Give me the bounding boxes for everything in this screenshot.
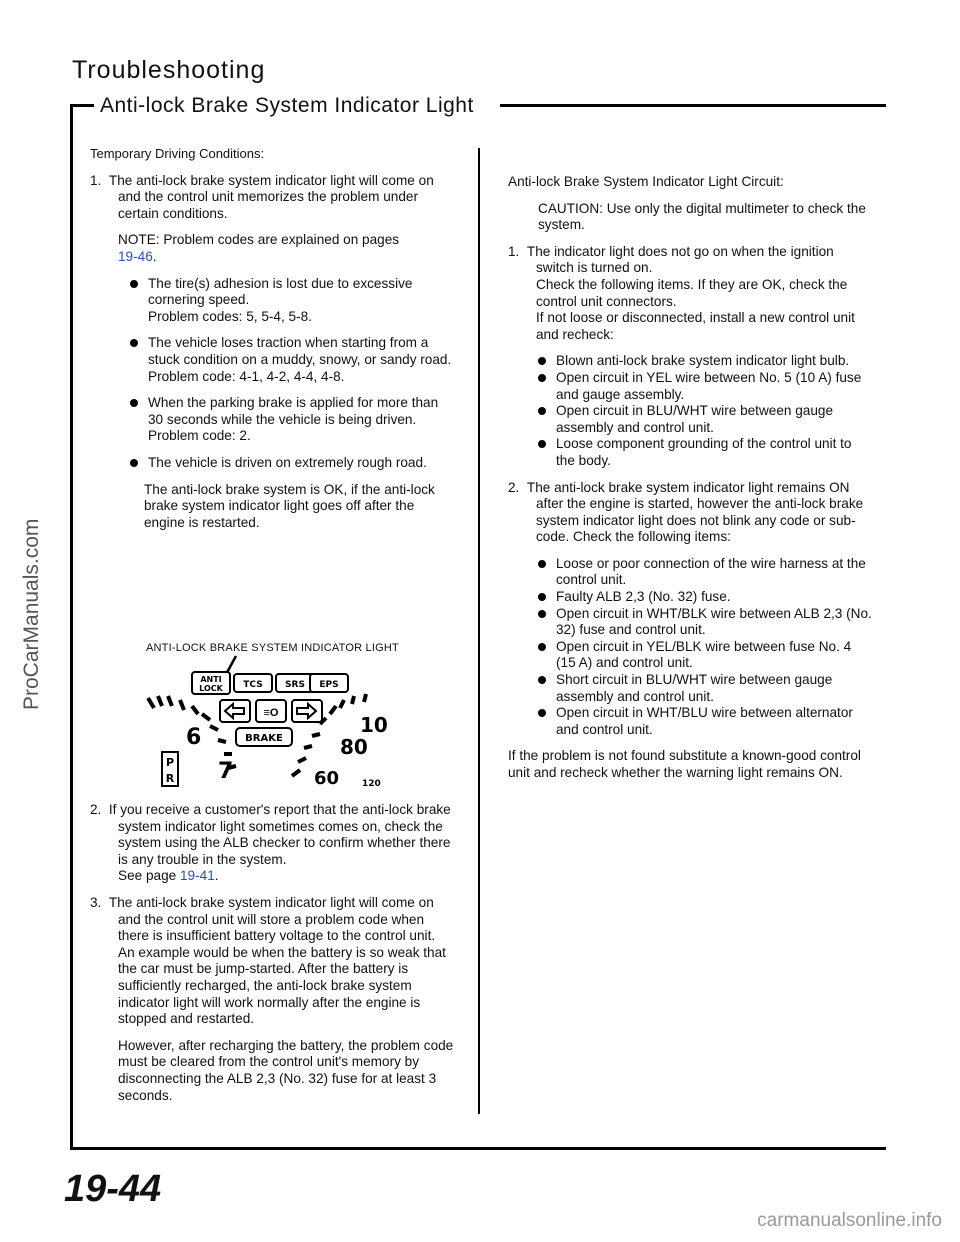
gauge-numbers: [186, 713, 388, 789]
subtitle-right-rule: [500, 104, 886, 107]
bullet-text: Short circuit in BLU/WHT wire between gauge assembly and control unit.: [556, 672, 833, 704]
figure-caption: ANTI-LOCK BRAKE SYSTEM INDICATOR LIGHT: [146, 642, 399, 654]
bullet-item: [508, 353, 872, 370]
page-title: Troubleshooting: [72, 56, 266, 84]
bullet-item: [508, 606, 872, 639]
bullet-text: Loose or poor connection of the wire harness at the control unit.: [556, 555, 866, 588]
right-item-1-b: Check the following items. If they are OK, check the control unit connectors.: [536, 276, 848, 309]
see-page-link[interactable]: 19-41: [180, 868, 215, 884]
left-item-3: 3. The anti-lock brake system indicator light will come on and the control unit will store a problem code when there is insufficient battery voltage to the control unit. An example would be when the battery is so weak that the car must be jump-started. After the battery is sufficiently recharged, the anti-lock brake system indicator light will work normally after the engine is stopped and restarted.: [90, 894, 446, 1027]
num-120: 120: [362, 779, 381, 789]
bullet-item: [90, 455, 454, 472]
bullet-dot-icon: [538, 676, 546, 684]
bullet-dot-icon: [538, 440, 546, 448]
subtitle-left-rule: [72, 104, 94, 107]
bullet-dot-icon: [538, 357, 546, 365]
left-frame-rule: [70, 104, 73, 1150]
bullet-text: Open circuit in BLU/WHT wire between gauge assembly and control unit.: [556, 403, 834, 435]
page-number: 19-44: [64, 1168, 162, 1210]
brake-lamp: BRAKE: [245, 733, 283, 744]
page-subtitle: Anti-lock Brake System Indicator Light: [100, 94, 474, 117]
bullet-dot-icon: [130, 399, 138, 407]
bullet-text: Loose component grounding of the control unit to the body.: [556, 436, 852, 468]
bullet-item: [90, 276, 454, 326]
center-lamp-text: ≡O: [263, 707, 279, 719]
left-heading: Temporary Driving Conditions:: [90, 146, 265, 161]
num-7: 7: [218, 759, 234, 784]
bullet-text: Open circuit in YEL/BLK wire between fuse No. 4 (15 A) and control unit.: [556, 638, 852, 671]
note-text: NOTE: Problem codes are explained on pages: [118, 232, 400, 248]
lamp-row: [192, 672, 348, 694]
bullet-dot-icon: [538, 593, 546, 601]
bullet-dot-icon: [538, 643, 546, 651]
note-paragraph: NOTE: Problem codes are explained on pages 19-46.: [118, 232, 400, 264]
bullet-code: Problem code: 4-1, 4-2, 4-4, 4-8.: [148, 368, 345, 384]
bullet-item: [508, 403, 872, 436]
right-item-1-c: If not loose or disconnected, install a new control unit and recheck:: [536, 310, 855, 342]
column-divider: [478, 148, 480, 1114]
left-item-2: 2. If you receive a customer's report that the anti-lock brake system indicator light sometimes comes on, check the system using the ALB checker to confirm whether there is any trouble in the system.: [90, 802, 451, 867]
gear-p: P: [165, 756, 175, 769]
num-60: 60: [314, 768, 340, 789]
bullet-dot-icon: [538, 560, 546, 568]
bullet-dot-icon: [538, 374, 546, 382]
bullet-code: Problem codes: 5, 5-4, 5-8.: [148, 308, 312, 324]
lamp-eps: EPS: [319, 680, 339, 690]
bullet-text: The vehicle loses traction when starting from a stuck condition on a muddy, snowy, or sandy road.: [148, 335, 452, 367]
bullet-item: [508, 556, 872, 589]
lamp-lock: LOCK: [199, 684, 223, 693]
bullet-item: [508, 589, 872, 606]
bullet-text: Open circuit in YEL wire between No. 5 (10 A) fuse and gauge assembly.: [556, 369, 862, 402]
footer-watermark: carmanualsonline.info: [757, 1210, 942, 1231]
final-paragraph: If the problem is not found substitute a known-good control unit and recheck whether the warning light remains ON.: [508, 748, 861, 780]
bullet-dot-icon: [130, 280, 138, 288]
bullet-text: Open circuit in WHT/BLU wire between alternator and control unit.: [556, 705, 853, 737]
bullet-text: Faulty ALB 2,3 (No. 32) fuse.: [556, 589, 731, 605]
left-item-3-b: However, after recharging the battery, the problem code must be cleared from the control unit's memory by disconnecting the ALB 2,3 (No. 32) fuse for at least 3 seconds.: [118, 1037, 454, 1103]
bullet-text: When the parking brake is applied for more than 30 seconds while the vehicle is being driven.: [148, 395, 439, 427]
indicator-light-figure: [140, 656, 388, 790]
num-10: 10: [360, 713, 388, 737]
bullet-dot-icon: [130, 339, 138, 347]
right-item-2: 2. The anti-lock brake system indicator light remains ON after the engine is started, however the anti-lock brake system indicator light does not blink any code or sub-code. Check the following items:: [508, 479, 864, 545]
left-item-2-see: See page 19-41.: [118, 868, 219, 884]
gear-indicator: [162, 752, 178, 786]
left-column: [90, 146, 454, 531]
note-page-link[interactable]: 19-46: [118, 248, 153, 264]
bullet-dot-icon: [538, 610, 546, 618]
bullet-code: Problem code: 2.: [148, 428, 251, 444]
lamp-tcs: TCS: [243, 680, 263, 690]
right-column: [508, 174, 872, 782]
left-column-lower: [90, 802, 454, 1104]
bullet-text: Blown anti-lock brake system indicator light bulb.: [556, 353, 850, 369]
bullet-item: [508, 705, 872, 738]
bottom-frame-rule: [70, 1147, 886, 1150]
left-item-1: 1. The anti-lock brake system indicator light will come on and the control unit memorizes the problem under certain conditions.: [90, 172, 434, 221]
bullet-item: [90, 335, 454, 385]
bullet-text: Open circuit in WHT/BLK wire between ALB 2,3 (No. 32) fuse and control unit.: [556, 605, 872, 638]
bullet-text: The tire(s) adhesion is lost due to excessive cornering speed.: [148, 275, 413, 308]
bullet-item: [508, 370, 872, 403]
num-6: 6: [186, 725, 202, 750]
bullet-item: [508, 436, 872, 469]
bullet-dot-icon: [130, 459, 138, 467]
bullet-item: [90, 395, 454, 445]
caution-text: CAUTION: Use only the digital multimeter to check the system.: [538, 200, 866, 233]
center-indicators: [220, 700, 322, 746]
right-item-1: 1. The indicator light does not go on when the ignition switch is turned on.: [508, 243, 834, 276]
see-page-text: See page: [118, 868, 177, 884]
bullet-dot-icon: [538, 709, 546, 717]
lamp-anti: ANTI: [200, 675, 222, 684]
right-heading: Anti-lock Brake System Indicator Light Circuit:: [508, 174, 784, 189]
bullet-item: [508, 639, 872, 672]
lamp-srs: SRS: [285, 680, 305, 690]
watermark: ProCarManuals.com: [20, 518, 43, 710]
after-bullets-text: The anti-lock brake system is OK, if the anti-lock brake system indicator light goes off after the engine is restarted.: [144, 481, 435, 530]
bullet-item: [508, 672, 872, 705]
bullet-dot-icon: [538, 407, 546, 415]
num-80: 80: [340, 735, 368, 759]
bullet-text: The vehicle is driven on extremely rough road.: [148, 454, 427, 470]
gear-r: R: [165, 772, 175, 785]
